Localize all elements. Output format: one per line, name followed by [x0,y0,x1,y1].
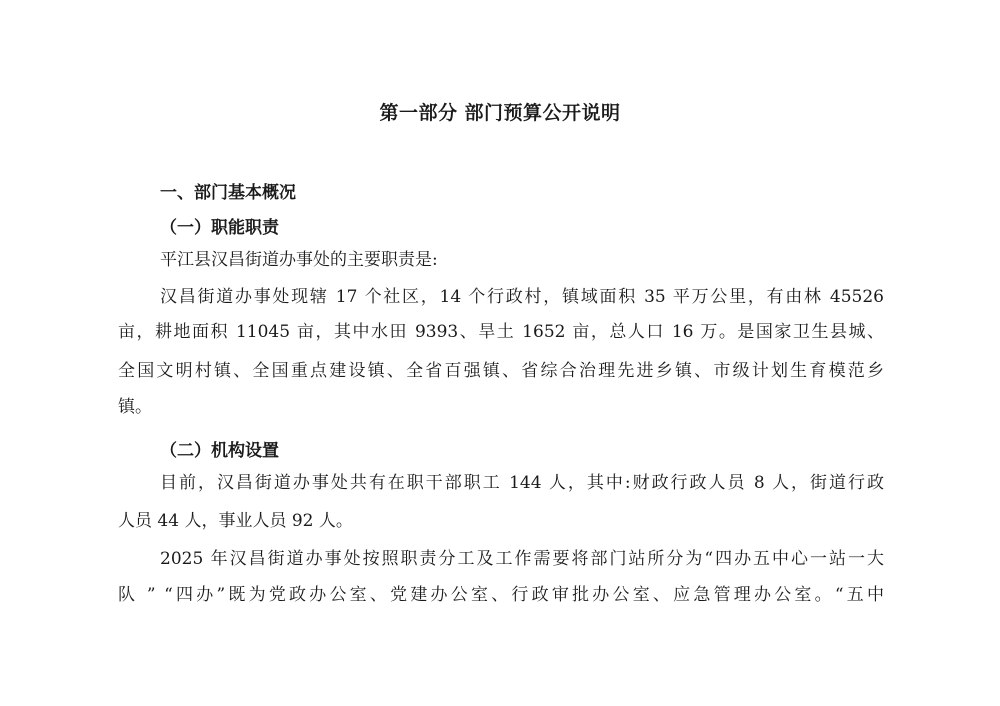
document-title: 第一部分 部门预算公开说明 [379,102,621,124]
paragraph-line: 汉昌街道办事处现辖 17 个社区，14 个行政村，镇域面积 35 平万公里，有由林 45526 [160,287,884,307]
intro-text: 平江县汉昌街道办事处的主要职责是: [160,250,438,270]
subsection-heading-functions: （一）职能职责 [160,218,279,238]
subsection-heading-organization: （二）机构设置 [160,441,279,461]
paragraph-line: 亩，耕地面积 11045 亩，其中水田 9393、旱土 1652 亩，总人口 16 万。是国家卫生县城、 [118,322,884,342]
paragraph-line: 人员 44 人，事业人员 92 人。 [118,511,353,531]
paragraph-line: 全国文明村镇、全国重点建设镇、全省百强镇、省综合治理先进乡镇、市级计划生育模范乡 [118,361,884,381]
paragraph-line: 镇。 [118,397,152,417]
section-heading-basic-overview: 一、部门基本概况 [160,183,296,203]
paragraph-line: 队 ” “四办”既为党政办公室、党建办公室、行政审批办公室、应急管理办公室。“五中 [118,585,884,605]
paragraph-line: 目前，汉昌街道办事处共有在职干部职工 144 人，其中:财政行政人员 8 人，街道行政 [160,473,884,493]
paragraph-line: 2025 年汉昌街道办事处按照职责分工及工作需要将部门站所分为“四办五中心一站一大 [160,549,884,569]
